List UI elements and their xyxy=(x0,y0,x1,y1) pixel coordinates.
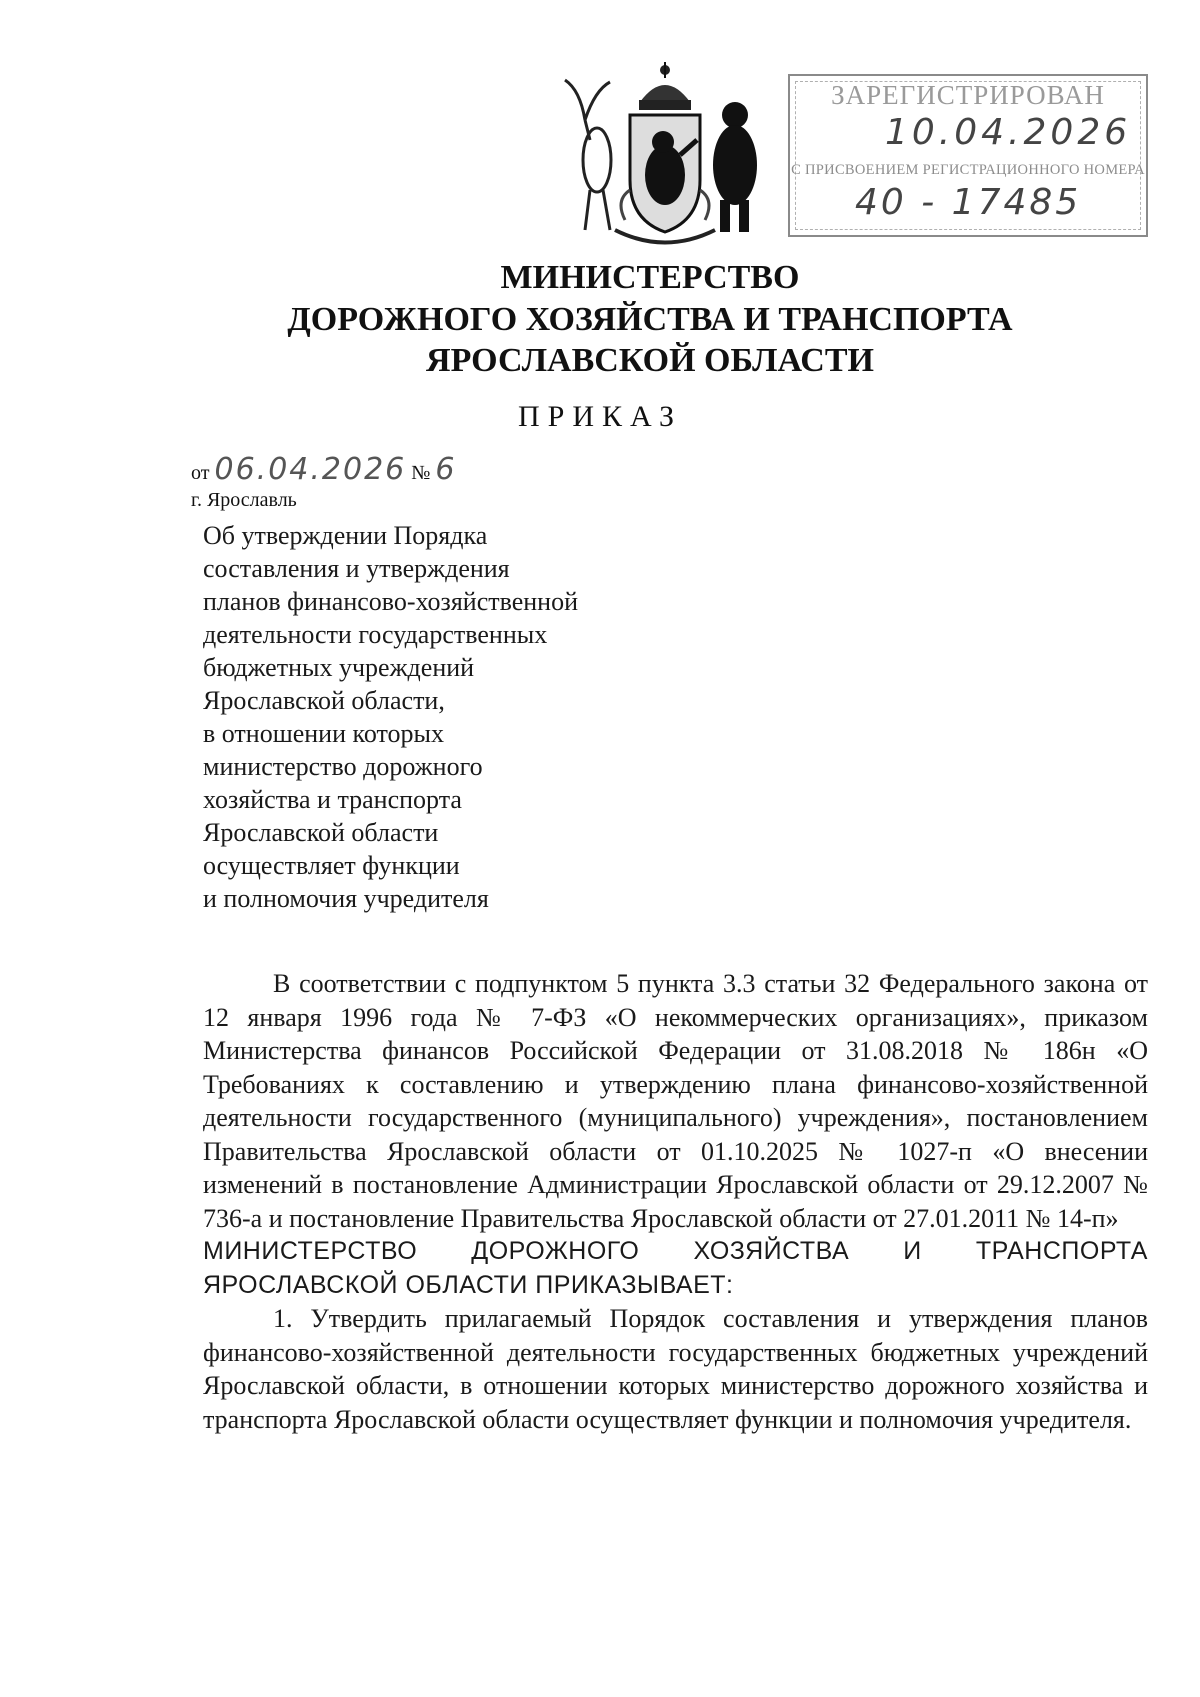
order-body xyxy=(203,967,1148,1436)
subject-line: осуществляет функции xyxy=(203,851,460,880)
order-item-1: 1. Утвердить прилагаемый Порядок составления и утверждения планов финансово-хозяйственной деятельности государственных бюджетных учреждений Ярославской области, в отношении которых министерство дорожного хозяйства и транспорта Ярославской области осуществляет функции и полномочия учредителя. xyxy=(203,1304,1148,1434)
subject-line: и полномочия учредителя xyxy=(203,884,489,913)
subject-line: Об утверждении Порядка xyxy=(203,521,488,550)
ministry-title-line-3: ЯРОСЛАВСКОЙ ОБЛАСТИ xyxy=(426,342,874,379)
subject-line: министерство дорожного xyxy=(203,752,483,781)
subject-line: Ярославской области xyxy=(203,818,439,847)
coat-of-arms-emblem xyxy=(555,60,775,250)
ministry-title-line-1: МИНИСТЕРСТВО xyxy=(500,259,800,296)
stamp-registration-date: 10.04.2026 xyxy=(885,112,1132,153)
from-label: от xyxy=(191,462,210,484)
ministry-title-line-2: ДОРОЖНОГО ХОЗЯЙСТВА И ТРАНСПОРТА xyxy=(287,301,1013,338)
subject-line: Ярославской области, xyxy=(203,686,445,715)
order-city: г. Ярославль xyxy=(191,489,297,511)
order-date-line xyxy=(191,452,456,487)
subject-line: в отношении которых xyxy=(203,719,444,748)
stamp-caption: С ПРИСВОЕНИЕМ РЕГИСТРАЦИОННОГО НОМЕРА xyxy=(791,162,1145,178)
order-date: 06.04.2026 xyxy=(214,452,407,487)
preamble-paragraph: В соответствии с подпунктом 5 пункта 3.3 статьи 32 Федерального закона от 12 января 1996 года № 7-ФЗ «О некоммерческих организациях», приказом Министерства финансов Российской Федерации от 31.08.2018 № 186н «О Требованиях к составлению и утверждению плана финансово-хозяйственной деятельности государственного (муниципального) учреждения», постановлением Правительства Ярославской области от 01.10.2025 № 1027-п «О внесении изменений в постановление Администрации Ярославской области от 29.12.2007 № 736-а и постановление Правительства Ярославской области от 27.01.2011 № 14-п» xyxy=(203,969,1148,1233)
subject-line: планов финансово-хозяйственной xyxy=(203,587,579,616)
stamp-registration-number: 40 - 17485 xyxy=(855,182,1082,223)
stamp-title: ЗАРЕГИСТРИРОВАН xyxy=(831,80,1105,110)
registration-stamp xyxy=(788,74,1148,237)
orders-paragraph: МИНИСТЕРСТВО ДОРОЖНОГО ХОЗЯЙСТВА И ТРАНСПОРТА ЯРОСЛАВСКОЙ ОБЛАСТИ ПРИКАЗЫВАЕТ: xyxy=(203,1237,1148,1299)
order-number: 6 xyxy=(435,452,457,487)
order-heading: ПРИКАЗ xyxy=(518,400,682,433)
subject-line: хозяйства и транспорта xyxy=(203,785,462,814)
number-label: № xyxy=(411,462,431,484)
subject-line: составления и утверждения xyxy=(203,554,510,583)
order-subject xyxy=(203,519,683,915)
subject-line: бюджетных учреждений xyxy=(203,653,475,682)
subject-line: деятельности государственных xyxy=(203,620,548,649)
